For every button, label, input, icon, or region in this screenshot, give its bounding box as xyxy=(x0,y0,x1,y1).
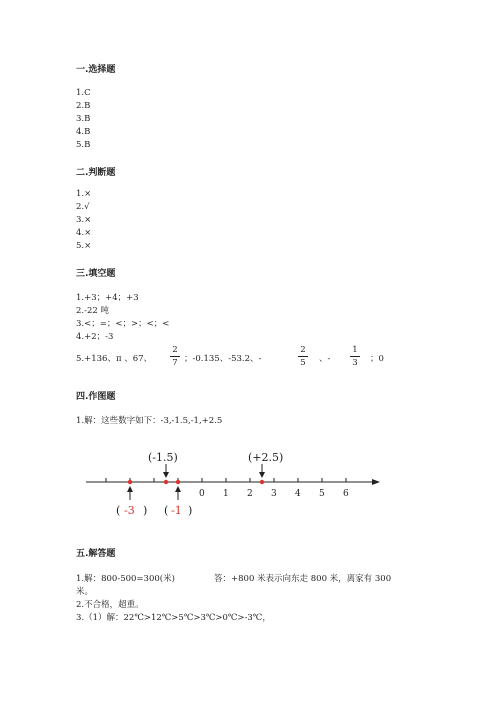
label-paren: ) xyxy=(188,504,193,517)
answer-line: 3.× xyxy=(76,215,92,225)
label-minus-1: -1 xyxy=(171,504,182,517)
label-plus-2-5: (+2.5) xyxy=(248,451,284,464)
section-2-title: 二.判断题 xyxy=(76,168,116,178)
label-minus-1-5: (-1.5) xyxy=(148,451,178,464)
answer-line: 2.不合格，超重。 xyxy=(76,600,144,610)
answer-line: 答：+800 米表示向东走 800 米，离家有 300 xyxy=(214,574,392,584)
answer-line: 3.<；=；<；>；<；< xyxy=(76,319,170,329)
section-5-title: 五.解答题 xyxy=(76,549,116,559)
answer-line-5a: 5.+136、π 、67、 xyxy=(76,354,153,364)
label-paren: ( xyxy=(164,504,169,517)
arrow-head xyxy=(127,486,133,492)
number-line xyxy=(80,440,390,530)
section-3-title: 三.填空题 xyxy=(76,269,116,279)
section-1-title: 一.选择题 xyxy=(76,65,116,75)
answer-line-5d: ；0 xyxy=(370,354,384,364)
point-plus-2-5 xyxy=(260,480,264,484)
tick-label: 0 xyxy=(199,489,205,499)
fraction: 1 3 xyxy=(350,345,360,368)
tick-label: 1 xyxy=(223,489,229,499)
tick-label: 6 xyxy=(343,489,349,499)
answer-line: 5.× xyxy=(76,241,92,251)
point-minus-1-5 xyxy=(164,480,168,484)
tick-label: 4 xyxy=(295,489,301,499)
answer-line: 5.B xyxy=(76,140,91,150)
answer-line: 2.√ xyxy=(76,202,90,212)
answer-line-5c: 、- xyxy=(319,354,331,364)
answer-line: 3.B xyxy=(76,114,91,124)
fraction: 2 7 xyxy=(170,345,180,368)
point-minus-1 xyxy=(176,480,180,484)
label-minus-3: -3 xyxy=(124,504,135,517)
answer-line: 1.解：这些数字如下：-3,-1.5,-1,+2.5 xyxy=(76,416,223,426)
answer-line: 1.解：800-500=300(米) xyxy=(76,574,175,584)
point-minus-3 xyxy=(128,480,132,484)
answer-line: 3.（1）解：22℃>12℃>5℃>3℃>0℃>-3℃， xyxy=(76,613,271,623)
answer-line: 4.B xyxy=(76,127,91,137)
answer-line: 米。 xyxy=(76,587,94,597)
arrow-head xyxy=(175,486,181,492)
answer-line: 4.+2；-3 xyxy=(76,332,114,342)
answer-line: 4.× xyxy=(76,228,92,238)
tick-label: 2 xyxy=(247,489,253,499)
label-paren: ) xyxy=(143,504,148,517)
answer-line: 1.C xyxy=(76,88,91,98)
arrow-head xyxy=(163,472,169,478)
tick-label: 3 xyxy=(271,489,277,499)
label-paren: ( xyxy=(116,504,121,517)
answer-line: 1.+3；+4；+3 xyxy=(76,293,139,303)
answer-line: 2.B xyxy=(76,101,91,111)
tick-label: 5 xyxy=(319,489,325,499)
arrow-head xyxy=(259,472,265,478)
answer-line-5b: ；-0.135、-53.2、- xyxy=(184,354,262,364)
answer-line: 2.-22 吨 xyxy=(76,306,109,316)
fraction: 2 5 xyxy=(298,345,308,368)
section-4-title: 四.作图题 xyxy=(76,392,116,402)
axis-arrow xyxy=(372,479,380,485)
answer-line: 1.× xyxy=(76,189,92,199)
